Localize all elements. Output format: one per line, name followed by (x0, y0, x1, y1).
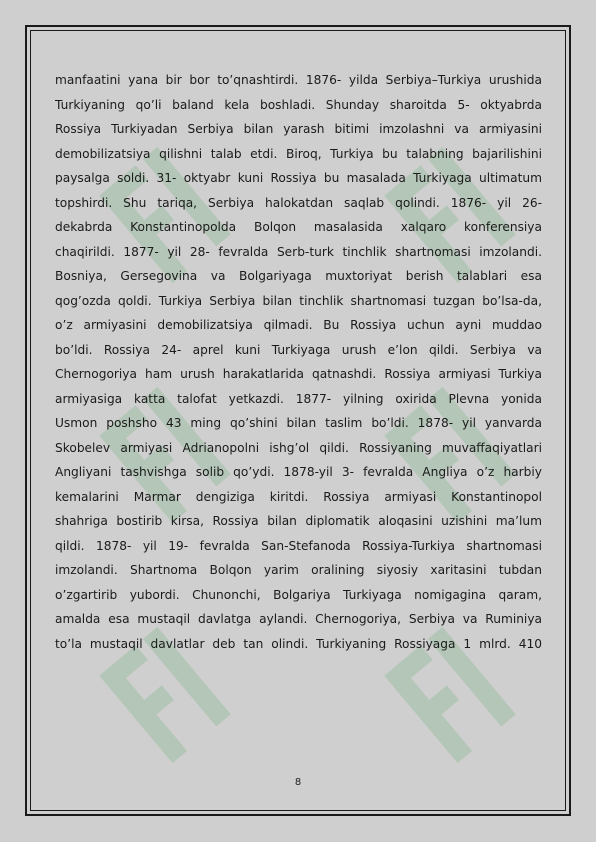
text-line: qog’ozda qoldi. Turkiya Serbiya bilan tinchlik shartnomasi tuzgan bo’lsa-da, (55, 293, 542, 308)
body-text (55, 68, 542, 656)
text-line: kemalarini Marmar dengiziga kiritdi. Rossiya armiyasi Konstantinopol (55, 489, 542, 504)
text-line: imzolandi. Shartnoma Bolqon yarim oralining siyosiy xaritasini tubdan (55, 563, 542, 577)
text-line: paysalga soldi. 31- oktyabr kuni Rossiya bu masalada Turkiyaga ultimatum (55, 171, 542, 185)
text-line: Usmon poshsho 43 ming qo’shini bilan taslim bo’ldi. 1878- yil yanvarda (55, 416, 542, 430)
text-line: Angliyani tashvishga solib qo’ydi. 1878-yil 3- fevralda Angliya o’z harbiy (55, 465, 542, 479)
text-line: amalda esa mustaqil davlatga aylandi. Chernogoriya, Serbiya va Ruminiya (55, 612, 542, 626)
text-line: armiyasiga katta talofat yetkazdi. 1877- yilning oxirida Plevna yonida (55, 391, 542, 406)
text-line: Bosniya, Gersegovina va Bolgariyaga muxtoriyat berish talablari esa (55, 269, 542, 283)
text-line: Chernogoriya ham urush harakatlarida qatnashdi. Rossiya armiyasi Turkiya (55, 367, 542, 381)
page-number: 8 (294, 777, 302, 788)
text-line: topshirdi. Shu tariqa, Serbiya halokatdan saqlab qolindi. 1876- yil 26- (55, 195, 542, 210)
text-line: o’z armiyasini demobilizatsiya qilmadi. Bu Rossiya uchun ayni muddao (55, 318, 542, 332)
text-line: shahriga bostirib kirsa, Rossiya bilan diplomatik aloqasini uzishini ma’lum (55, 514, 542, 528)
text-line: Skobelev armiyasi Adrianopolni ishg’ol qildi. Rossiyaning muvaffaqiyatlari (55, 440, 542, 455)
text-line: dekabrda Konstantinopolda Bolqon masalasida xalqaro konferensiya (55, 220, 542, 234)
text-line: Turkiyaning qo’li baland kela boshladi. Shunday sharoitda 5- oktyabrda (55, 97, 542, 112)
text-line: chaqirildi. 1877- yil 28- fevralda Serb-turk tinchlik shartnomasi imzolandi. (55, 244, 542, 259)
text-line: Rossiya Turkiyadan Serbiya bilan yarash bitimi imzolashni va armiyasini (55, 122, 542, 136)
text-line: o’zgartirib yubordi. Chunonchi, Bolgariya Turkiyaga nomigagina qaram, (55, 587, 542, 602)
text-line: qildi. 1878- yil 19- fevralda San-Stefanoda Rossiya-Turkiya shartnomasi (55, 538, 542, 553)
text-line: manfaatini yana bir bor to’qnashtirdi. 1876- yilda Serbiya–Turkiya urushida (55, 73, 542, 87)
text-line: bo’ldi. Rossiya 24- aprel kuni Turkiyaga urush e’lon qildi. Serbiya va (55, 342, 542, 357)
text-line: to’la mustaqil davlatlar deb tan olindi. Turkiyaning Rossiyaga 1 mlrd. 410 (55, 636, 542, 651)
text-line: demobilizatsiya qilishni talab etdi. Biroq, Turkiya bu talabning bajarilishini (55, 146, 542, 161)
